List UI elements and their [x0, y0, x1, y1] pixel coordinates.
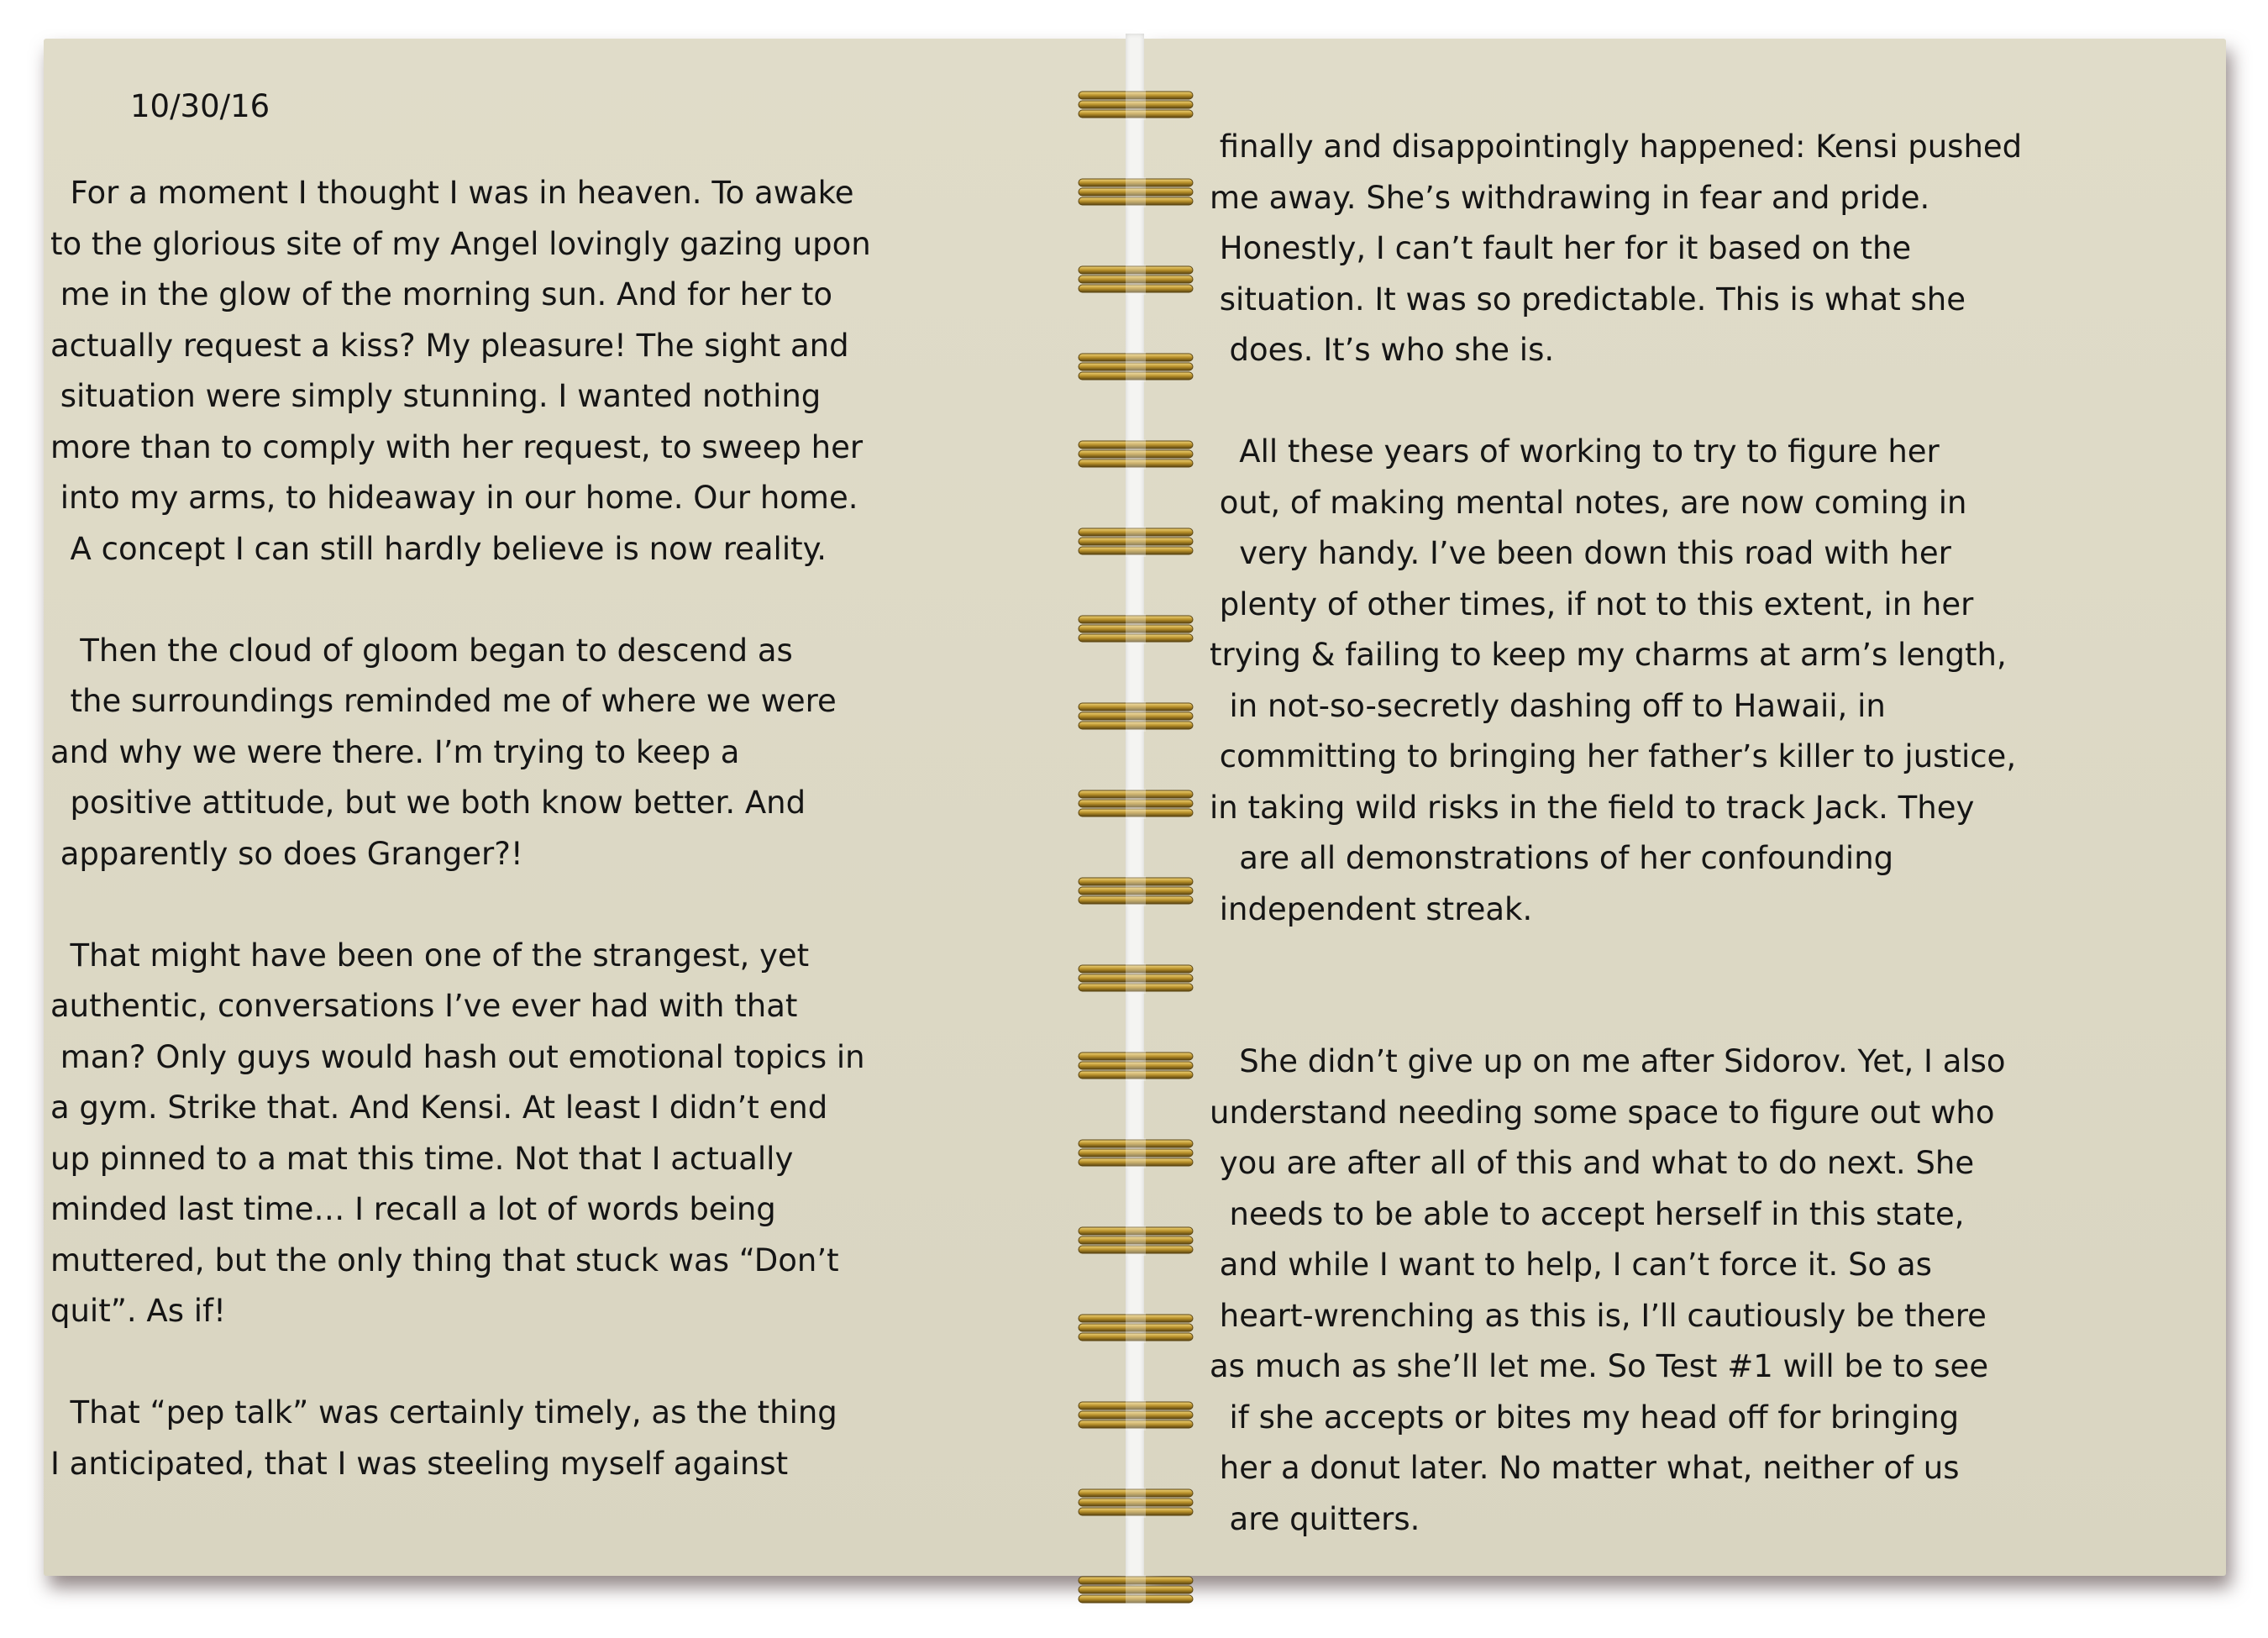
right-page-line: finally and disappointingly happened: Kensi pushed [1210, 129, 2023, 165]
spiral-ring-icon [1077, 88, 1194, 122]
left-page-line: more than to comply with her request, to sweep her [50, 428, 864, 465]
left-page-line: into my arms, to hideaway in our home. Our home. [50, 480, 858, 516]
right-page-line: in not-so-secretly dashing off to Hawaii, in [1210, 687, 1886, 724]
spiral-ring-icon [1077, 612, 1194, 646]
right-page-line: her a donut later. No matter what, neither of us [1210, 1450, 1960, 1486]
spiral-ring-icon [1077, 1224, 1194, 1257]
right-page-line: understand needing some space to figure out who [1210, 1094, 1995, 1131]
left-page-line: actually request a kiss? My pleasure! The sight and [50, 327, 849, 364]
right-page-line: Honestly, I can’t fault her for it based on the [1210, 230, 1912, 266]
right-page-line: does. It’s who she is. [1210, 332, 1555, 368]
right-page-line [1210, 376, 2022, 428]
right-page-line: All these years of working to try to figure her [1210, 433, 1940, 470]
left-page-line: muttered, but the only thing that stuck was “Don’t [50, 1242, 839, 1278]
spiral-ring-icon [1077, 1137, 1194, 1170]
right-page-line: out, of making mental notes, are now coming in [1210, 484, 1967, 521]
spiral-ring-icon [1077, 700, 1194, 733]
spiral-ring-icon [1077, 787, 1194, 821]
spiral-ring-icon [1077, 350, 1194, 384]
left-page-line: apparently so does Granger?! [50, 835, 523, 872]
right-page-line: in taking wild risks in the field to track Jack. They [1210, 789, 1975, 826]
left-page-line: That “pep talk” was certainly timely, as the thing [50, 1394, 837, 1431]
spiral-ring-icon [1077, 874, 1194, 908]
spiral-ring-icon [1077, 176, 1194, 209]
left-page-line: the surroundings reminded me of where we were [50, 683, 837, 719]
right-page-line: independent streak. [1210, 890, 1533, 927]
right-page-line: needs to be able to accept herself in this state, [1210, 1195, 1965, 1232]
spiral-ring-icon [1077, 962, 1194, 995]
right-page-line: committing to bringing her father’s killer to justice, [1210, 738, 2017, 774]
right-page-line: and while I want to help, I can’t force it. So as [1210, 1247, 1932, 1283]
spiral-ring-icon [1077, 1049, 1194, 1083]
left-page-line [50, 879, 871, 931]
left-page-text [50, 168, 871, 1489]
spiral-ring-icon [1077, 1486, 1194, 1520]
right-page-line: me away. She’s withdrawing in fear and pride. [1210, 179, 1930, 216]
spiral-ring-icon [1077, 525, 1194, 559]
left-page-line: and why we were there. I’m trying to keep a [50, 733, 740, 770]
entry-date: 10/30/16 [130, 88, 270, 124]
right-page-text [1210, 122, 2022, 1545]
left-page-line: Then the cloud of gloom began to descend as [50, 632, 793, 669]
left-page-line: I anticipated, that I was steeling myself against [50, 1445, 789, 1482]
left-page-line: That might have been one of the strangest, yet [50, 937, 810, 974]
left-page-line: authentic, conversations I’ve ever had with that [50, 988, 798, 1024]
spiral-ring-icon [1077, 1573, 1194, 1607]
left-page-line: positive attitude, but we both know better. And [50, 785, 806, 821]
right-page-line: if she accepts or bites my head off for bringing [1210, 1399, 1960, 1436]
left-page-line: quit”. As if! [50, 1293, 226, 1329]
right-page-line: are all demonstrations of her confounding [1210, 840, 1894, 876]
right-page-line [1210, 986, 2022, 1037]
left-page-line: For a moment I thought I was in heaven. To awake [50, 175, 854, 211]
right-page-line: She didn’t give up on me after Sidorov. Yet, I also [1210, 1043, 2006, 1079]
right-page-line: heart-wrenching as this is, I’ll cautiously be there [1210, 1297, 1987, 1334]
left-page-line: me in the glow of the morning sun. And for her to [50, 276, 832, 312]
spiral-ring-icon [1077, 438, 1194, 471]
right-page-line: are quitters. [1210, 1500, 1420, 1537]
left-page-line: to the glorious site of my Angel lovingly gazing upon [50, 225, 871, 262]
left-page-line: A concept I can still hardly believe is now reality. [50, 530, 827, 567]
left-page-line: man? Only guys would hash out emotional topics in [50, 1038, 865, 1075]
right-page-line: situation. It was so predictable. This is what she [1210, 281, 1966, 318]
left-page-line [50, 575, 871, 626]
spiral-ring-icon [1077, 263, 1194, 297]
left-page-line [50, 1337, 871, 1389]
left-page-line: minded last time… I recall a lot of words being [50, 1191, 776, 1227]
spiral-ring-icon [1077, 1399, 1194, 1432]
spiral-ring-icon [1077, 1311, 1194, 1345]
right-page-line: trying & failing to keep my charms at arm’s length, [1210, 637, 2007, 673]
right-page-line: very handy. I’ve been down this road with her [1210, 535, 1951, 571]
right-page-line: as much as she’ll let me. So Test #1 will be to see [1210, 1348, 1989, 1384]
right-page-line [1210, 935, 2022, 986]
left-page-line: a gym. Strike that. And Kensi. At least I didn’t end [50, 1089, 828, 1126]
left-page-line: up pinned to a mat this time. Not that I actually [50, 1140, 794, 1177]
right-page-line: plenty of other times, if not to this extent, in her [1210, 585, 1974, 622]
left-page-line: situation were simply stunning. I wanted nothing [50, 378, 822, 414]
right-page-line: you are after all of this and what to do next. She [1210, 1145, 1975, 1181]
